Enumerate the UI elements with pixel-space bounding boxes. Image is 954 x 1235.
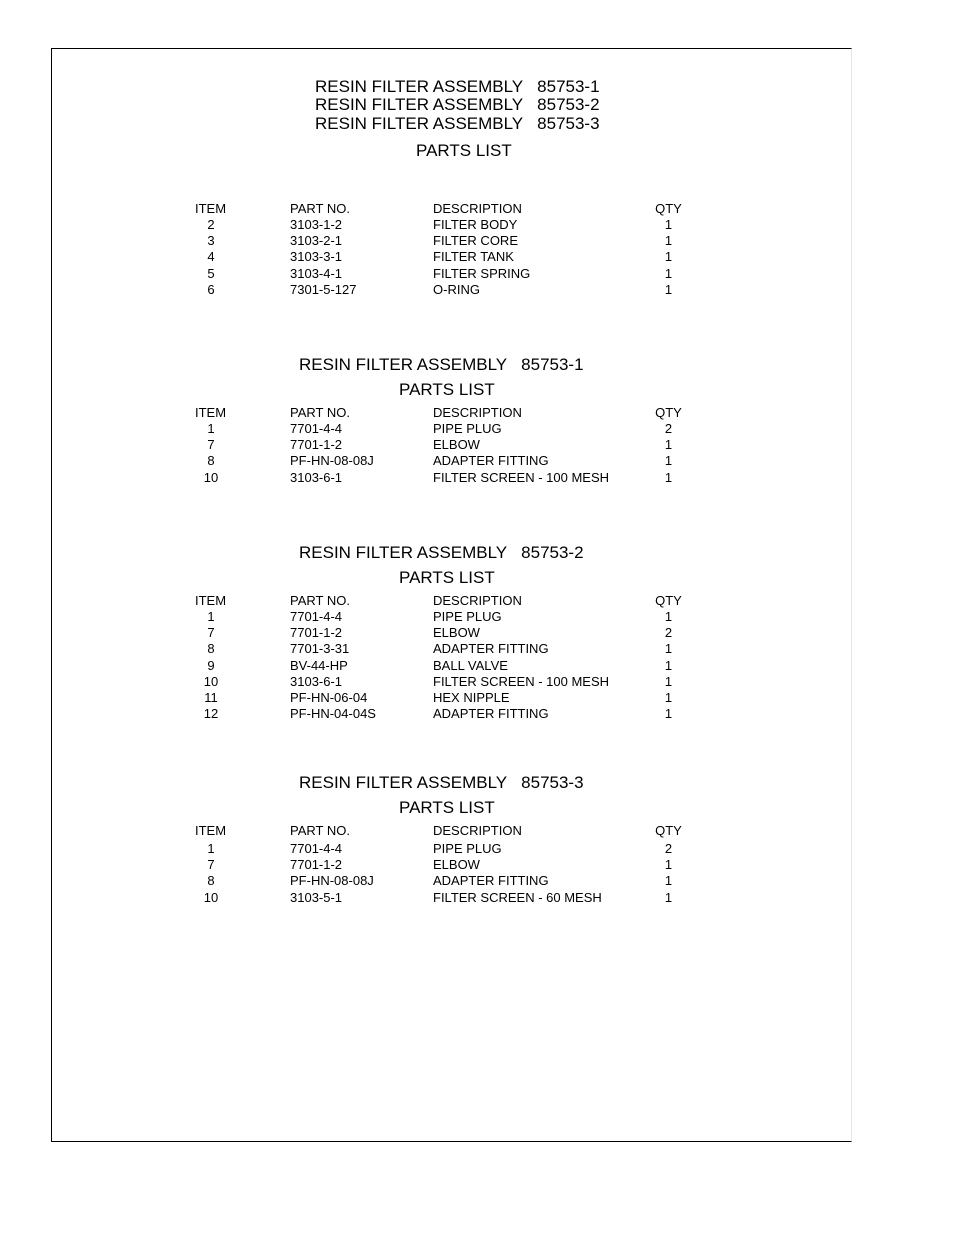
quantity-cell: 1 <box>664 453 673 469</box>
col-desc-header: DESCRIPTION <box>433 201 522 216</box>
part-number-cell: 7701-3-31 <box>290 641 350 657</box>
quantity-cell: 1 <box>664 437 673 453</box>
part-number-cell: 7301-5-127 <box>290 281 357 297</box>
table-row <box>0 282 954 298</box>
table-row <box>0 690 954 706</box>
description-cell: ADAPTER FITTING <box>433 706 549 722</box>
heading-title: RESIN FILTER ASSEMBLY <box>315 77 524 96</box>
quantity-cell: 1 <box>664 265 673 281</box>
part-number-cell: 3103-6-1 <box>290 469 343 485</box>
table-row <box>0 266 954 282</box>
part-number-cell: PF-HN-06-04 <box>290 690 368 705</box>
table-row <box>0 841 954 857</box>
item-cell: 9 <box>207 657 215 673</box>
part-number-cell: BV-44-HP <box>290 657 348 673</box>
part-number-cell: 7701-1-2 <box>290 625 343 641</box>
table-row <box>0 233 954 249</box>
item-cell: 10 <box>203 469 219 485</box>
heading-number: 85753-2 <box>537 95 600 114</box>
quantity-cell: 2 <box>664 625 673 641</box>
description-cell: ELBOW <box>433 857 480 873</box>
part-number-cell: 3103-6-1 <box>290 673 343 689</box>
heading-title: RESIN FILTER ASSEMBLY <box>315 114 524 133</box>
quantity-cell: 1 <box>664 469 673 485</box>
table-row <box>0 470 954 486</box>
item-cell: 7 <box>207 857 215 873</box>
assembly-heading <box>299 773 584 792</box>
description-cell: FILTER TANK <box>433 249 514 265</box>
col-desc-header: DESCRIPTION <box>433 405 522 420</box>
col-part-header: PART NO. <box>290 823 350 838</box>
quantity-cell: 1 <box>664 690 673 705</box>
quantity-cell: 1 <box>664 873 673 889</box>
description-cell: ELBOW <box>433 625 480 641</box>
quantity-cell: 1 <box>664 281 673 297</box>
item-cell: 10 <box>203 889 219 905</box>
col-qty-header: QTY <box>655 593 682 608</box>
assembly-subtitle: PARTS LIST <box>399 798 495 817</box>
col-item-header: ITEM <box>195 593 227 608</box>
table-row <box>0 658 954 674</box>
description-cell: FILTER SCREEN - 100 MESH <box>433 469 610 485</box>
description-cell: BALL VALVE <box>433 657 508 673</box>
item-cell: 10 <box>203 673 219 689</box>
heading-title: RESIN FILTER ASSEMBLY <box>315 95 524 114</box>
quantity-cell: 1 <box>664 673 673 689</box>
table-row <box>0 625 954 641</box>
part-number-cell: 7701-4-4 <box>290 421 343 436</box>
quantity-cell: 1 <box>664 217 673 232</box>
part-number-cell: PF-HN-08-08J <box>290 873 374 889</box>
col-desc-header: DESCRIPTION <box>433 593 522 608</box>
table-header <box>0 593 954 609</box>
table-row <box>0 857 954 873</box>
part-number-cell: 7701-1-2 <box>290 437 343 453</box>
col-desc-header: DESCRIPTION <box>433 823 522 838</box>
item-cell: 11 <box>204 690 218 705</box>
description-cell: FILTER SCREEN - 60 MESH <box>433 889 602 905</box>
part-number-cell: 7701-4-4 <box>290 609 343 624</box>
part-number-cell: 7701-4-4 <box>290 841 343 856</box>
table-header <box>0 823 954 839</box>
description-cell: O-RING <box>433 281 480 297</box>
quantity-cell: 1 <box>664 233 673 249</box>
assembly-number: 85753-3 <box>521 773 584 792</box>
col-item-header: ITEM <box>195 405 227 420</box>
item-cell: 1 <box>207 841 215 856</box>
assembly-title: RESIN FILTER ASSEMBLY <box>299 543 508 562</box>
quantity-cell: 2 <box>664 421 673 436</box>
description-cell: FILTER SCREEN - 100 MESH <box>433 673 610 689</box>
item-cell: 6 <box>207 281 215 297</box>
part-number-cell: 7701-1-2 <box>290 857 343 873</box>
quantity-cell: 2 <box>664 841 673 856</box>
quantity-cell: 1 <box>664 249 673 265</box>
item-cell: 12 <box>203 706 219 722</box>
quantity-cell: 1 <box>664 641 673 657</box>
description-cell: ADAPTER FITTING <box>433 873 549 889</box>
table-row <box>0 706 954 722</box>
part-number-cell: 3103-1-2 <box>290 217 343 232</box>
table-row <box>0 437 954 453</box>
table-row <box>0 421 954 437</box>
heading-number: 85753-3 <box>537 114 600 133</box>
parts-list-subtitle: PARTS LIST <box>416 141 512 160</box>
col-item-header: ITEM <box>195 201 227 216</box>
item-cell: 8 <box>207 873 215 889</box>
item-cell: 2 <box>207 217 215 232</box>
assembly-subtitle: PARTS LIST <box>399 380 495 399</box>
table-row <box>0 873 954 889</box>
table-header <box>0 405 954 421</box>
description-cell: HEX NIPPLE <box>433 690 510 705</box>
item-cell: 3 <box>207 233 215 249</box>
table-row <box>0 453 954 469</box>
col-qty-header: QTY <box>655 405 682 420</box>
table-row <box>0 890 954 906</box>
part-number-cell: PF-HN-08-08J <box>290 453 374 469</box>
heading-line-2 <box>315 95 600 114</box>
col-item-header: ITEM <box>195 823 227 838</box>
table-row <box>0 641 954 657</box>
description-cell: PIPE PLUG <box>433 421 502 436</box>
item-cell: 1 <box>207 609 215 624</box>
table-row <box>0 674 954 690</box>
heading-line-3 <box>315 114 600 133</box>
description-cell: ELBOW <box>433 437 480 453</box>
part-number-cell: 3103-5-1 <box>290 889 343 905</box>
description-cell: ADAPTER FITTING <box>433 453 549 469</box>
assembly-number: 85753-2 <box>521 543 584 562</box>
heading-number: 85753-1 <box>537 77 600 96</box>
assembly-subtitle: PARTS LIST <box>399 568 495 587</box>
quantity-cell: 1 <box>664 706 673 722</box>
part-number-cell: 3103-4-1 <box>290 265 343 281</box>
item-cell: 8 <box>207 641 215 657</box>
quantity-cell: 1 <box>664 889 673 905</box>
item-cell: 8 <box>207 453 215 469</box>
item-cell: 7 <box>207 625 215 641</box>
heading-line-1 <box>315 77 600 96</box>
assembly-number: 85753-1 <box>521 355 584 374</box>
item-cell: 5 <box>207 265 215 281</box>
description-cell: PIPE PLUG <box>433 609 502 624</box>
assembly-heading <box>299 543 584 562</box>
item-cell: 4 <box>207 249 215 265</box>
col-part-header: PART NO. <box>290 593 350 608</box>
col-part-header: PART NO. <box>290 201 350 216</box>
table-header <box>0 201 954 217</box>
quantity-cell: 1 <box>664 657 673 673</box>
description-cell: FILTER BODY <box>433 217 518 232</box>
part-number-cell: 3103-2-1 <box>290 233 343 249</box>
item-cell: 1 <box>207 421 215 436</box>
assembly-title: RESIN FILTER ASSEMBLY <box>299 773 508 792</box>
table-row <box>0 217 954 233</box>
description-cell: PIPE PLUG <box>433 841 502 856</box>
description-cell: ADAPTER FITTING <box>433 641 549 657</box>
table-row <box>0 249 954 265</box>
col-qty-header: QTY <box>655 201 682 216</box>
item-cell: 7 <box>207 437 215 453</box>
quantity-cell: 1 <box>664 609 673 624</box>
assembly-title: RESIN FILTER ASSEMBLY <box>299 355 508 374</box>
assembly-heading <box>299 355 584 374</box>
part-number-cell: PF-HN-04-04S <box>290 706 376 722</box>
part-number-cell: 3103-3-1 <box>290 249 343 265</box>
description-cell: FILTER SPRING <box>433 265 531 281</box>
description-cell: FILTER CORE <box>433 233 518 249</box>
col-part-header: PART NO. <box>290 405 350 420</box>
col-qty-header: QTY <box>655 823 682 838</box>
table-row <box>0 609 954 625</box>
quantity-cell: 1 <box>664 857 673 873</box>
